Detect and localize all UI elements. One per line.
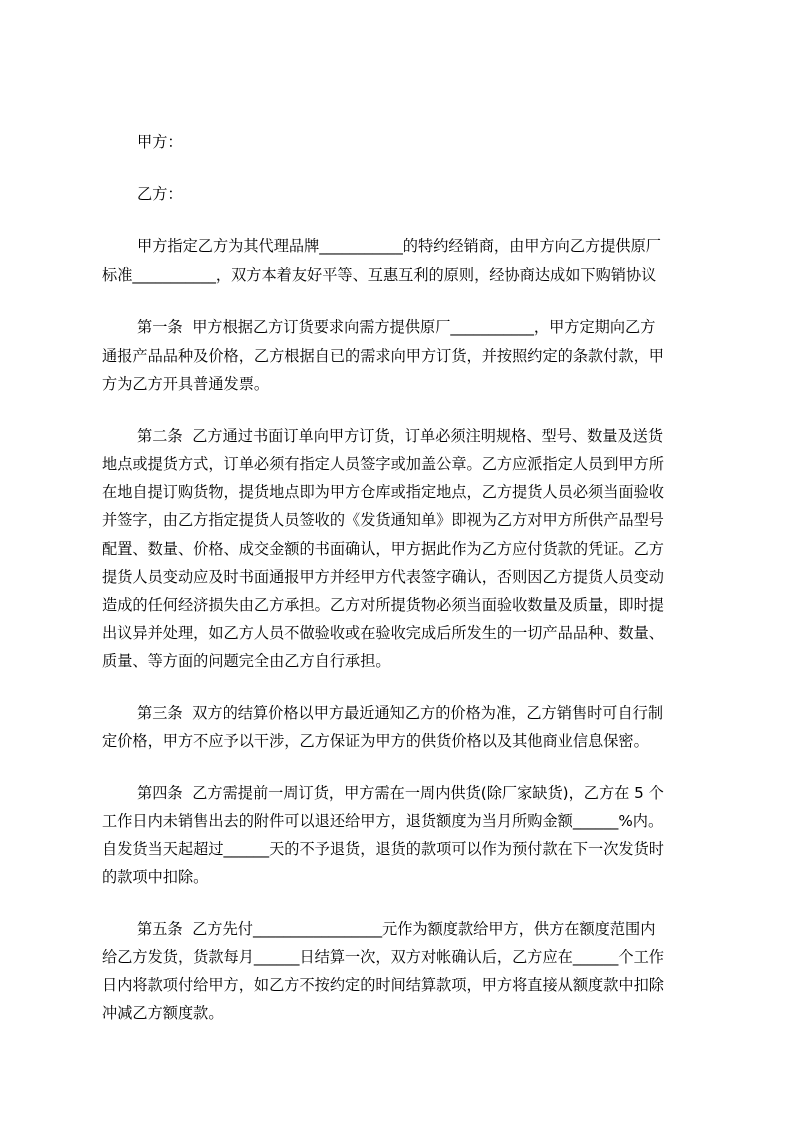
article-line: 并签字，由乙方指定提货人员签收的《发货通知单》即视为乙方对甲方所供产品型号 <box>102 511 664 529</box>
article-line: 日内将款项付给甲方，如乙方不按约定的时间结算款项，甲方将直接从额度款中扣除 <box>102 976 664 994</box>
party-b-label: 乙方： <box>137 185 183 203</box>
article-line: 在地自提订购货物，提货地点即为甲方仓库或指定地点，乙方提货人员必须当面验收 <box>102 483 664 501</box>
article-line: 第四条 乙方需提前一周订货，甲方需在一周内供货(除厂家缺货)，乙方在 5 个 <box>137 784 664 802</box>
article-line: 第三条 双方的结算价格以甲方最近通知乙方的价格为准，乙方销售时可自行制 <box>137 704 664 722</box>
article-line: 出议异并处理，如乙方人员不做验收或在验收完成后所发生的一切产品品种、数量、 <box>102 624 664 642</box>
article-line: 自发货当天起超过______天的不予退货，退货的款项可以作为预付款在下一次发货时 <box>102 840 664 858</box>
article-line: 造成的任何经济损失由乙方承担。乙方对所提货物必须当面验收数量及质量，即时提 <box>102 596 664 614</box>
party-a-label: 甲方： <box>137 133 183 151</box>
article-line: 质量、等方面的问题完全由乙方自行承担。 <box>102 652 391 670</box>
article-line: 第一条 甲方根据乙方订货要求向需方提供原厂___________，甲方定期向乙方 <box>137 318 656 336</box>
article-line: 的款项中扣除。 <box>102 868 209 886</box>
article-line: 冲减乙方额度款。 <box>102 1004 224 1022</box>
article-line: 地点或提货方式，订单必须有指定人员签字或加盖公章。乙方应派指定人员到甲方所 <box>102 455 664 473</box>
article-line: 第二条 乙方通过书面订单向甲方订货，订单必须注明规格、型号、数量及送货 <box>137 427 664 445</box>
article-line: 配置、数量、价格、成交金额的书面确认，甲方据此作为乙方应付货款的凭证。乙方 <box>102 540 664 558</box>
intro-line: 标准___________，双方本着友好平等、互惠互利的原则，经协商达成如下购销协议 <box>102 266 657 284</box>
article-line: 提货人员变动应及时书面通报甲方并经甲方代表签字确认，否则因乙方提货人员变动 <box>102 568 664 586</box>
article-line: 定价格，甲方不应予以干涉，乙方保证为甲方的供货价格以及其他商业信息保密。 <box>102 732 649 750</box>
intro-line: 甲方指定乙方为其代理品牌___________的特约经销商，由甲方向乙方提供原厂 <box>137 237 661 255</box>
article-line: 工作日内未销售出去的附件可以退还给甲方，退货额度为当月所购金额______%内。 <box>102 812 664 830</box>
article-line: 给乙方发货，货款每月______日结算一次，双方对帐确认后，乙方应在______个工作 <box>102 948 664 966</box>
article-line: 方为乙方开具普通发票。 <box>102 375 270 393</box>
article-line: 第五条 乙方先付_________________元作为额度款给甲方，供方在额度范围内 <box>137 920 656 938</box>
article-line: 通报产品品种及价格，乙方根据自已的需求向甲方订货，并按照约定的条款付款，甲 <box>102 347 664 365</box>
